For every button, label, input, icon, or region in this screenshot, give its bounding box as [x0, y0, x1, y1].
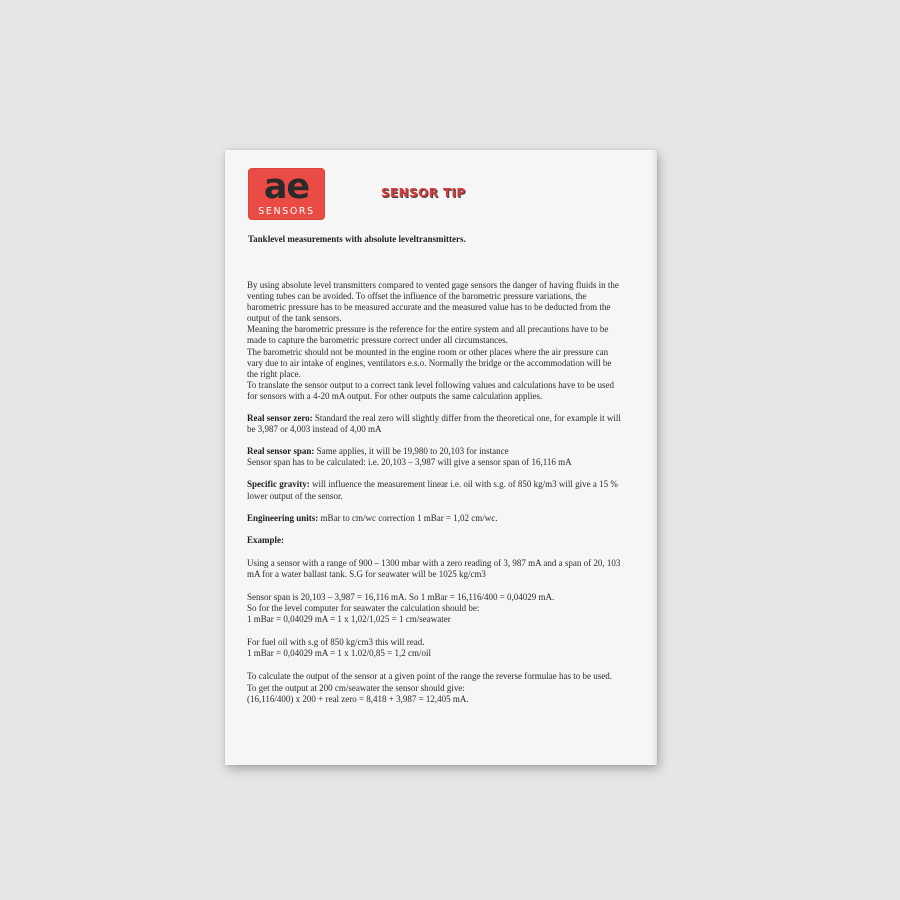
example-calc-3: 1 mBar = 0,04029 mA = 1 x 1,02/1,025 = 1 cm/seawater — [247, 614, 451, 625]
logo-text: SENSORS — [258, 206, 315, 217]
engineering-units-paragraph — [247, 513, 622, 524]
example-reverse-1: To calculate the output of the sensor at a given point of the range the reverse formulae has to be used. — [247, 671, 612, 682]
real-span-label: Real sensor span: — [247, 446, 315, 457]
example-oil-1: For fuel oil with s.g of 850 kg/cm3 this will read. — [247, 637, 425, 648]
example-heading: Example: — [247, 534, 284, 545]
real-span-line-2: Sensor span has to be calculated: i.e. 20,103 – 3,987 will give a sensor span of 16,116 mA — [247, 457, 572, 468]
real-zero-text: Standard the real zero will slightly differ from the theoretical one, for example it will be 3,987 or 4,003 instead of 4,00 mA — [247, 413, 621, 435]
example-oil-2: 1 mBar = 0,04029 mA = 1 x 1.02/0,85 = 1,2 cm/oil — [247, 648, 431, 659]
intro-paragraph-1: By using absolute level transmitters compared to vented gage sensors the danger of having fluids in the venting tubes can be avoided. To offset the influence of the barometric pressure variations, the barometric pressure has to be measured accurate and the measured value has to be deducted from the output of the tank sensors. — [247, 280, 619, 324]
intro-paragraph-2: Meaning the barometric pressure is the reference for the entire system and all precautions have to be made to capture the barometric pressure correct under all circumstances. — [247, 324, 609, 346]
logo-mark: ae — [263, 167, 310, 207]
specific-gravity-label: Specific gravity: — [247, 479, 310, 490]
engineering-units-text: mBar to cm/wc correction 1 mBar = 1,02 cm/wc. — [318, 512, 498, 523]
example-setup: Using a sensor with a range of 900 – 1300 mbar with a zero reading of 3, 987 mA and a span of 20, 103 mA for a water ballast tank. S.G for seawater will be 1025 kg/cm3 — [247, 557, 621, 579]
ae-sensors-logo — [248, 168, 325, 220]
real-zero-label: Real sensor zero: — [247, 413, 313, 424]
intro-paragraph-3: The barometric should not be mounted in the engine room or other places where the air pressure can vary due to air intake of engines, ventilators e.s.o. Normally the bridge or the accommodation will be the right place. — [247, 346, 612, 379]
example-calc-1: Sensor span is 20,103 – 3,987 = 16,116 mA. So 1 mBar = 16,116/400 = 0,04029 mA. — [247, 591, 555, 602]
document-body — [247, 280, 622, 705]
intro-paragraph-4: To translate the sensor output to a correct tank level following values and calculations have to be used for sensors with a 4-20 mA output. For other outputs the same calculation applies. — [247, 379, 615, 401]
real-span-text: Same applies, it will be 19,980 to 20,103 for instance — [314, 446, 509, 457]
document-page — [225, 150, 657, 765]
document-title: Tanklevel measurements with absolute leveltransmitters. — [248, 234, 466, 244]
sensor-tip-heading: SENSOR TIP — [381, 186, 466, 200]
real-zero-paragraph — [247, 413, 622, 435]
specific-gravity-text: will influence the measurement linear i.e. oil with s.g. of 850 kg/m3 will give a 15 % lower output of the sensor. — [247, 479, 618, 501]
specific-gravity-paragraph — [247, 479, 622, 501]
real-span-paragraph — [247, 446, 622, 457]
example-reverse-3: (16,116/400) x 200 + real zero = 8,418 + 3,987 = 12,405 mA. — [247, 693, 469, 704]
example-reverse-2: To get the output at 200 cm/seawater the sensor should give: — [247, 682, 465, 693]
example-calc-2: So for the level computer for seawater the calculation should be: — [247, 603, 480, 614]
engineering-units-label: Engineering units: — [247, 512, 319, 523]
